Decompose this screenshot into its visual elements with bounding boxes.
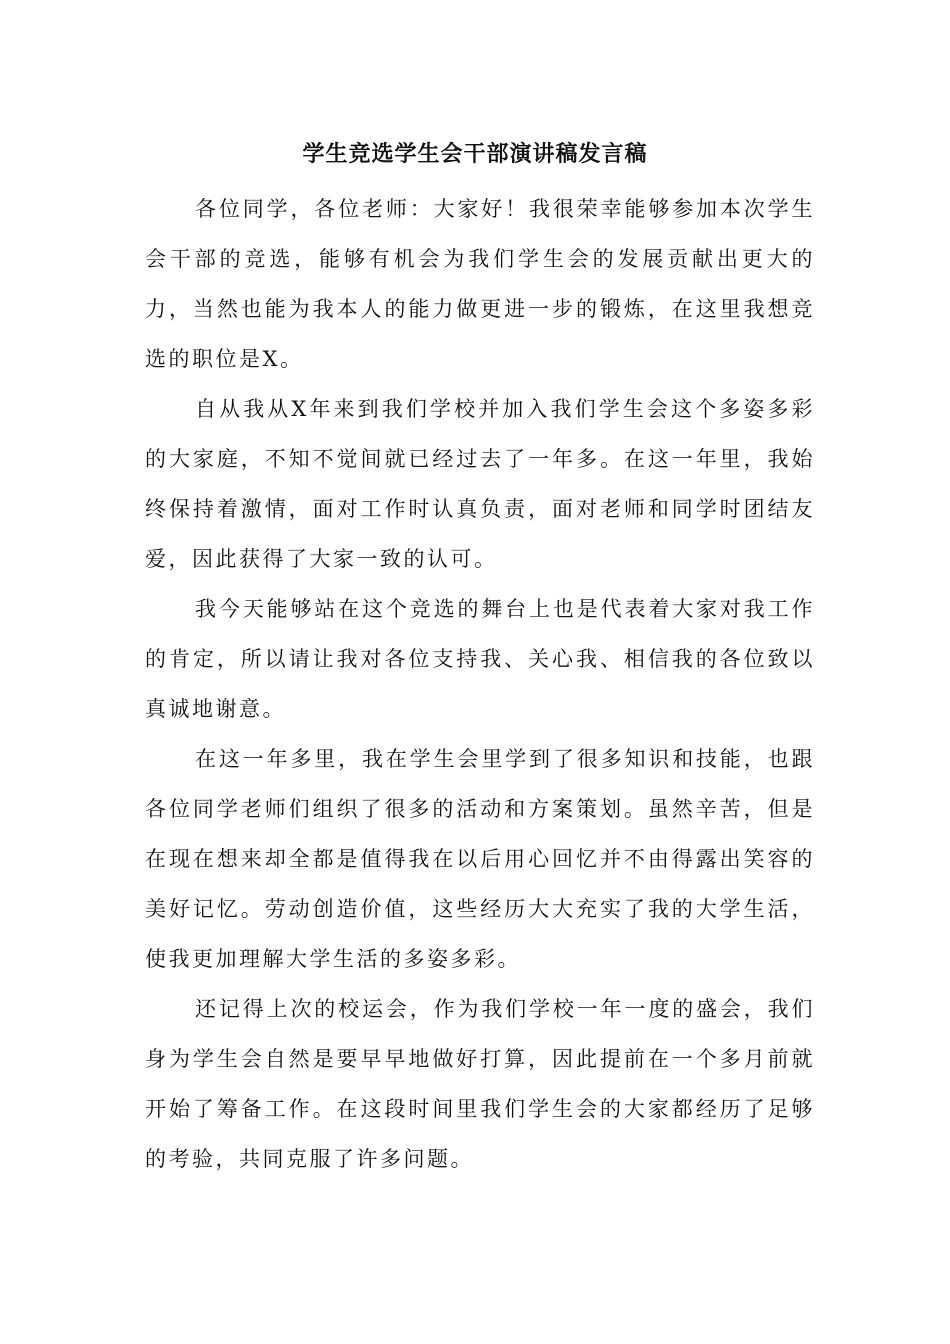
paragraph-2: 自从我从X年来到我们学校并加入我们学生会这个多姿多彩的大家庭，不知不觉间就已经过去了一年多。在这一年里，我始终保持着激情，面对工作时认真负责，面对老师和同学时团结友爱，因此获得了大家一致的认可。 <box>145 397 815 571</box>
paragraph-5: 还记得上次的校运会，作为我们学校一年一度的盛会，我们身为学生会自然是要早早地做好打算，因此提前在一个多月前就开始了筹备工作。在这段时间里我们学生会的大家都经历了足够的考验，共同克服了许多问题。 <box>145 997 815 1171</box>
paragraph-4: 在这一年多里，我在学生会里学到了很多知识和技能，也跟各位同学老师们组织了很多的活动和方案策划。虽然辛苦，但是在现在想来却全都是值得我在以后用心回忆并不由得露出笑容的美好记忆。劳动创造价值，这些经历大大充实了我的大学生活，使我更加理解大学生活的多姿多彩。 <box>145 747 815 971</box>
paragraph-3: 我今天能够站在这个竞选的舞台上也是代表着大家对我工作的肯定，所以请让我对各位支持我、关心我、相信我的各位致以真诚地谢意。 <box>145 597 815 721</box>
paragraph-1: 各位同学，各位老师：大家好！我很荣幸能够参加本次学生会干部的竞选，能够有机会为我们学生会的发展贡献出更大的力，当然也能为我本人的能力做更进一步的锻炼，在这里我想竞选的职位是X。 <box>145 197 815 371</box>
document-body <box>145 184 815 1184</box>
document-title: 学生竞选学生会干部演讲稿发言稿 <box>302 141 648 167</box>
